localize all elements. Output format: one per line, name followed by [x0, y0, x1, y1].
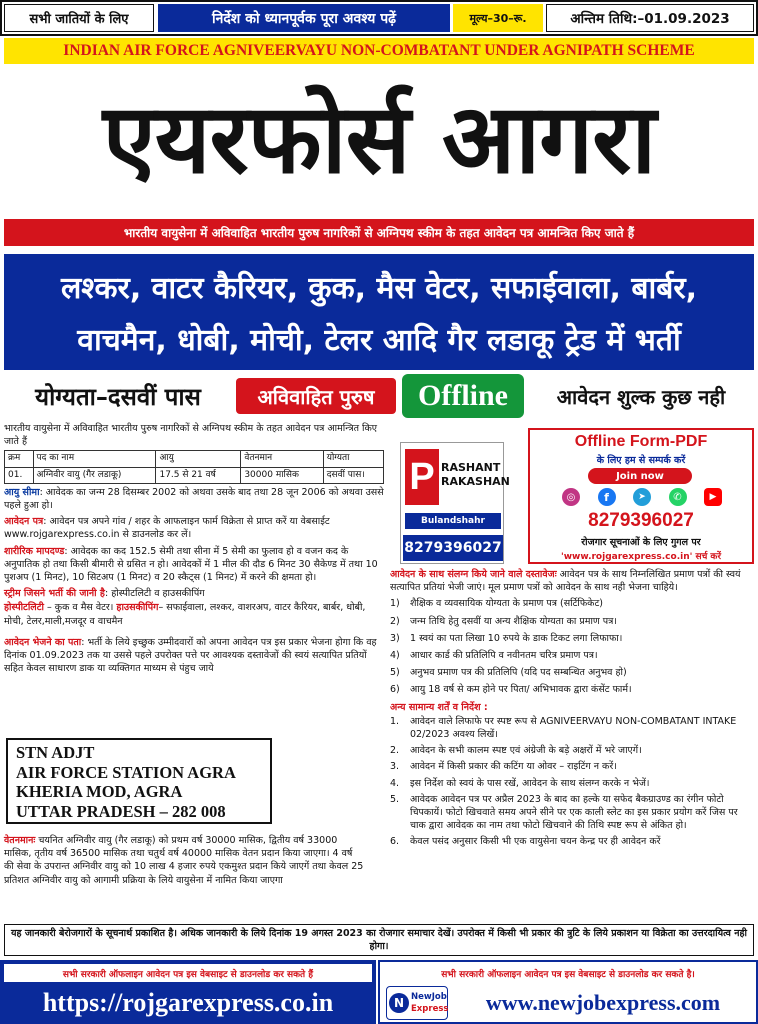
- big-title: एयरफोर्स आगरा: [102, 83, 656, 195]
- offline-ad-phone: 8279396027: [588, 510, 694, 531]
- offline-ad-subtitle: के लिए हम से सम्पर्क करें: [596, 454, 686, 466]
- table-header: क्रम: [5, 451, 34, 467]
- footer-right-url[interactable]: www.newjobexpress.com: [485, 990, 721, 1015]
- list-item: 2. आवेदन के सभी कालम स्पष्ट एवं अंग्रेजी के बड़े अक्षरों में भरे जाएगें।: [390, 745, 642, 757]
- list-item: 3) 1 स्वयं का पता लिखा 10 रुपये के डाक टिकट लगा लिफाफा।: [390, 632, 623, 644]
- physical-label: शारीरिक मापदण्ड: [4, 545, 65, 557]
- offline-ad-line-1: रोजगार सूचनाओं के लिए गुगल पर: [581, 536, 701, 548]
- table-header: आयु: [156, 451, 241, 467]
- list-item: 5) अनुभव प्रमाण पत्र की प्रतिलिपि (यदि पद सम्बन्धित अनुभव हो): [390, 667, 627, 679]
- list-item: 6) आयु 18 वर्ष से कम होने पर पिता/ अभिभावक द्वारा कंसेंट फार्म।: [390, 684, 632, 696]
- publisher-p-icon: P: [405, 449, 439, 505]
- footer-left-note: सभी सरकारी ऑफलाइन आवेदन पत्र इस वेबसाइट से डाउनलोड कर सकते हैं: [4, 964, 372, 982]
- salary-text: चयनित अग्निवीर वायु (गैर लडाकू) को प्रथम वर्ष 30000 मासिक, द्वितीय वर्ष 33000 मासिक, तृतीय वर्ष 36500 मासिक तथा चतुर्थ वर्ष 40000 मासिक वेतन प्रदान किया जाएगा। 4 वर्ष की सेवा के उपरान्त अग्निवीर वायु को 10 लाख 4 हजार रुपये एकमुश्त प्रदान किये जाएगें तथा केवल 25 प्रतिशत अग्निवीर वायु को आगामी प्रक्रिया के लिये वायुसेना में नामित किया जाएगा: [4, 835, 364, 886]
- footer-left: [0, 960, 376, 1024]
- facebook-icon: f: [598, 488, 616, 506]
- hospitality-text: – कुक व मैस वेटर।: [44, 602, 114, 614]
- table-cell: 30000 मासिक: [241, 467, 323, 483]
- address-line: STN ADJT: [16, 743, 95, 762]
- price-label: मूल्य–30–रू.: [453, 4, 543, 32]
- publisher-name-2: RAKASHAN: [441, 475, 510, 488]
- newjob-logo-badge-icon: N: [389, 993, 409, 1013]
- physical-standard: [4, 545, 386, 585]
- table-header-row: [5, 451, 384, 467]
- trades-line-1: लश्कर, वाटर कैरियर, कुक, मैस वेटर, सफाईवाला, बार्बर,: [60, 270, 698, 306]
- youtube-icon: ▶: [704, 488, 722, 506]
- table-cell: अग्निवीर वायु (गैर लडाकू): [33, 467, 156, 483]
- publisher-city: Bulandshahr: [405, 513, 501, 529]
- address-line: AIR FORCE STATION AGRA: [16, 762, 236, 782]
- subtitle-banner: भारतीय वायुसेना में अविवाहित भारतीय पुरुष नागरिकों से अग्निपथ स्कीम के तहत आवेदन पत्र आमन्त्रित किए जाते हैं: [4, 219, 754, 246]
- list-item: 4) आधार कार्ड की प्रतिलिपि व नवीनतम चरित्र प्रमाण पत्र।: [390, 650, 598, 662]
- stream-info: [4, 587, 386, 600]
- age-limit: [4, 486, 386, 512]
- table-header: योग्यता: [323, 451, 383, 467]
- last-date-label: अन्तिम तिथि:–01.09.2023: [546, 4, 754, 32]
- documents-list: [390, 597, 754, 696]
- footer-left-url[interactable]: https://rojgarexpress.co.in: [42, 988, 334, 1017]
- offline-ad-line-2: 'www.rojgarexpress.co.in' सर्च करें: [560, 551, 722, 562]
- list-item: 1. आवेदन वाले लिफाफे पर स्पष्ट रूप से AGNIVEERVAYU NON-COMBATANT INTAKE 02/2023 अवश्य लिखें।: [390, 715, 737, 741]
- table-cell: 01.: [5, 467, 34, 483]
- list-item: 2) जन्म तिथि हेतु दसवीं या अन्य शैक्षिक योग्यता का प्रमाण पत्र।: [390, 615, 618, 627]
- scheme-title: INDIAN AIR FORCE AGNIVEERVAYU NON-COMBATANT UNDER AGNIPATH SCHEME: [4, 38, 754, 64]
- hospitality-label: होस्पीटलिटी: [4, 602, 44, 614]
- address-box: [6, 738, 272, 824]
- disclaimer: यह जानकारी बेरोजगारों के सूचनार्थ प्रकाशित है। अधिक जानकारी के लिये दिनांक 19 अगस्त 2023 का रोजगार समाचार देखें। उपरोक्त में किसी भी प्रकार की त्रुटि के लिये प्रकाशन या विक्रेता का उत्तरदायित्व नही होगा।: [4, 924, 754, 956]
- address-text: : भर्ती के लिये इच्छुक उम्मीदवारों को अपना आवेदन पत्र इस प्रकार भेजना होगा कि वह दिनांक 01.09.2023 तक या उससे पहले उपरोक्त पत्ते पर आवश्यक दस्तावेजों की स्वयं सत्यापित प्रतियों सहित केवल साधारण डाक या व्यक्तिगत माध्यम से पंहुच जाये: [4, 636, 377, 675]
- newjob-logo-text-1: NewJob: [411, 992, 447, 1002]
- housekeeping-label: हाउसकीपिंग: [116, 602, 159, 614]
- intro-text: भारतीय वायुसेना में अविवाहित भारतीय पुरुष नागरिकों से अग्निपथ स्कीम के तहत आवेदन पत्र आमन्त्रित किए जाते हैं: [4, 423, 378, 448]
- unmarried-badge: अविवाहित पुरुष: [236, 378, 396, 414]
- qualification-badge: योग्यता–दसवीं पास: [35, 382, 201, 411]
- table-cell: 17.5 से 21 वर्ष: [156, 467, 241, 483]
- list-item: 3. आवेदन में किसी प्रकार की कटिंग या ओवर – राइटिंग न करें।: [390, 761, 617, 773]
- documents-text: आवेदन पत्र के साथ निम्नलिखित प्रमाण पत्रों की स्वयं सत्यापित प्रतियां भेजी जाएं। मूल प्रमाण पत्रों को आवेदन के साथ नही भेजना चाहिये।: [390, 569, 741, 594]
- table-cell: दसवीं पास।: [323, 467, 383, 483]
- table-header: पद का नाम: [33, 451, 156, 467]
- salary-info: [4, 834, 364, 887]
- offline-badge: Offline: [402, 374, 524, 418]
- all-castes-label: सभी जातियों के लिए: [4, 4, 154, 32]
- telegram-icon: ➤: [633, 488, 651, 506]
- form-text: : आवेदन पत्र अपने गांव / शहर के आफलाइन फार्म विक्रेता से प्राप्त करें या वेबसाईट www.rojgarexpress.co.in से डाउनलोड कर लें।: [4, 516, 330, 541]
- left-column: [4, 422, 386, 675]
- documents-label: आवेदन के साथ संलग्न किये जाने वाले दस्तावेजः: [390, 569, 557, 580]
- publisher-logo: [400, 442, 510, 564]
- right-column: [390, 568, 754, 850]
- physical-text: : आवेदक का कद 152.5 सेमी तथा सीना में 5 सेमी का फुलाव हो व वजन कद के अनुपातिक हो तथा किसी बीमारी से ग्रसित न हो। आवेदकों में 1 मील की दौड 6 मिनट 30 सैकेण्ड में तथा 10 पुशअप (1 मिनट), 10 सिटअप (1 मिनट) व 20 स्कैट्स (1 मिनट) में करने की क्षमता हो।: [4, 545, 378, 584]
- hospitality-info: [4, 601, 386, 627]
- instructions-list: [390, 715, 754, 849]
- read-instruction-banner: निर्देश को ध्यानपूर्वक पूरा अवश्य पढ़ें: [158, 4, 450, 32]
- table-row: [5, 467, 384, 483]
- footer-right: [378, 960, 758, 1024]
- stream-label: स्ट्रीम जिसने भर्ती की जानी है: [4, 588, 105, 600]
- housekeeping-text: – सफाईवाला, लश्कर, वाशरअप, वाटर कैरियर, बार्बर, धोबी, मोची, टेलर,माली,मजदूर व वाचमैन: [4, 602, 366, 627]
- address-label: आवेदन भेजने का पता: [4, 636, 82, 648]
- whatsapp-icon: ✆: [669, 488, 687, 506]
- newjob-logo: [386, 986, 448, 1020]
- list-item: 4. इस निर्देश को स्वयं के पास रखें, आवेदन के साथ संलग्न करके न भेजें।: [390, 777, 650, 789]
- salary-label: वेतनमानः: [4, 835, 36, 846]
- address-info: [4, 636, 386, 676]
- publisher-phone: 8279396027: [403, 535, 503, 561]
- stream-text: : होस्पीटलिटी व हाउसकीपिंग: [104, 588, 205, 600]
- list-item: 1) शैक्षिक व व्यवसायिक योग्यता के प्रमाण पत्र (सर्टिफिकेट): [390, 598, 603, 610]
- list-item: 6. केवल पसंद अनुसार किसी भी एक वायुसेना चयन केन्द्र पर ही आवेदन करें: [390, 836, 661, 848]
- address-line: KHERIA MOD, AGRA: [16, 782, 183, 801]
- trades-line-2: वाचमैन, धोबी, मोची, टेलर आदि गैर लडाकू ट्रेड में भर्ती: [77, 322, 681, 358]
- offline-ad-title: Offline Form-PDF: [574, 433, 708, 450]
- instagram-icon: ◎: [562, 488, 580, 506]
- join-now-button[interactable]: Join now: [588, 468, 692, 484]
- posts-table: [4, 450, 384, 483]
- instructions-label: अन्य सामान्य शर्तें व निर्देश :: [390, 701, 488, 713]
- address-line: UTTAR PRADESH – 282 008: [16, 801, 226, 821]
- footer-right-note: सभी सरकारी ऑफलाइन आवेदन पत्र इस वेबसाइट से डाउनलोड कर सकते है।: [441, 969, 695, 980]
- age-label: आयु सीमा: [4, 486, 40, 498]
- form-info: [4, 515, 386, 541]
- trades-box: [4, 254, 754, 370]
- publisher-name-1: RASHANT: [441, 461, 501, 474]
- list-item: 5. आवेदक आवेदन पत्र पर अप्रैल 2023 के बाद का हल्के या सफेद बैकग्राउण्ड का रंगीन फोटो चिपकायें। फोटो खिचवाते समय अपने सीने पर एक काली स्लेट का इस प्रकार प्रयोग करें जिस पर चाक द्वारा आवेदक का नाम तथा फोटो खिचवाने की तिथि स्पष्ट रूप से अंकित हो।: [390, 793, 738, 832]
- documents-intro: [390, 568, 754, 594]
- age-text: : आवेदक का जन्म 28 दिसम्बर 2002 को अथवा उसके बाद तथा 28 जून 2006 को अथवा उससे पहले हुआ हो।: [4, 486, 384, 512]
- table-header: वेतनमान: [241, 451, 323, 467]
- fee-badge: आवेदन शुल्क कुछ नही: [556, 384, 726, 409]
- form-label: आवेदन पत्र: [4, 516, 44, 528]
- social-icons: [562, 488, 722, 508]
- newjob-logo-text-2: Express: [411, 1004, 449, 1014]
- offline-ad: [528, 428, 754, 564]
